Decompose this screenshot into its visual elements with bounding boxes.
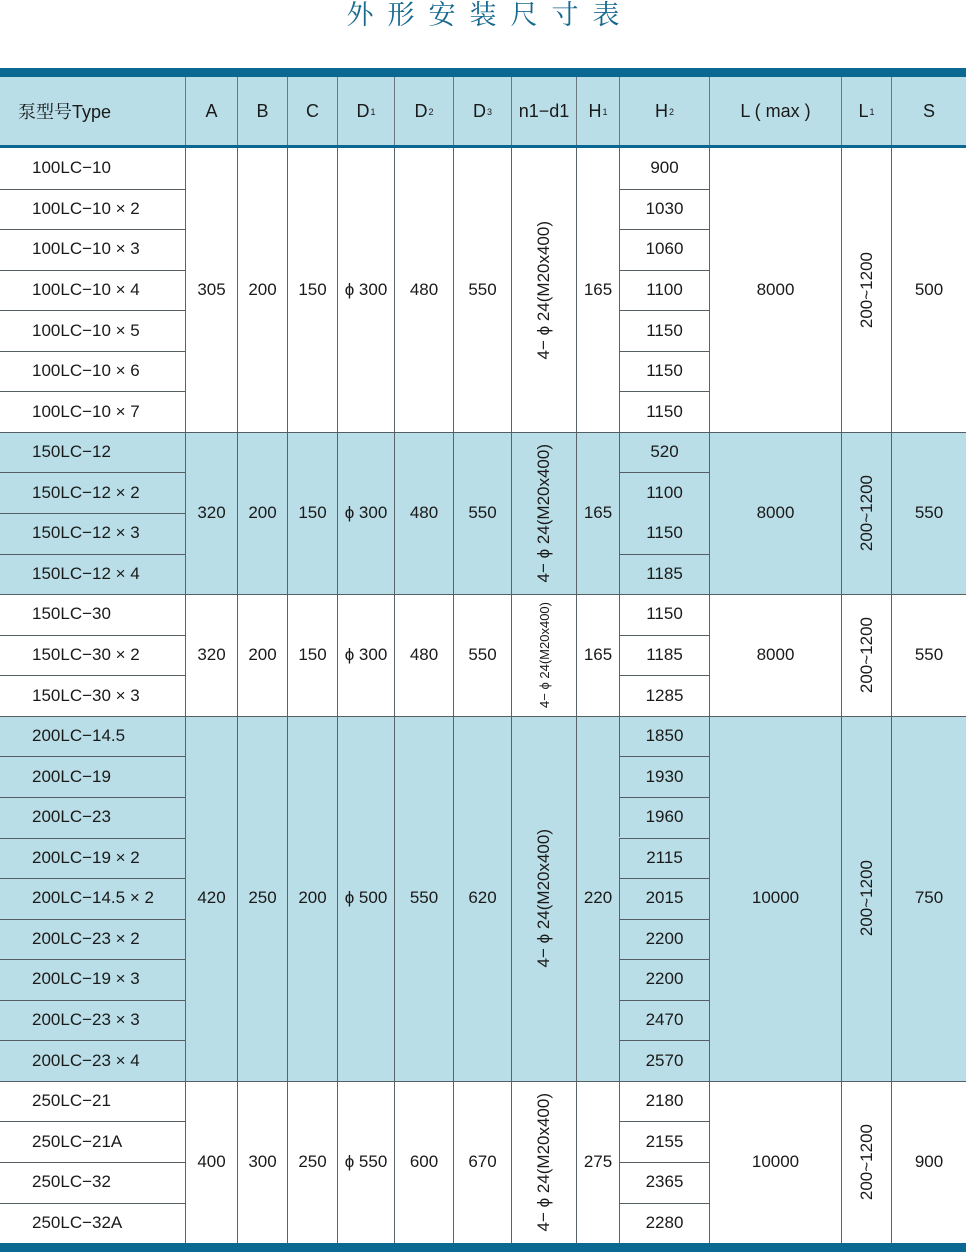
- header-l: [709, 77, 841, 145]
- cell-n1d1: [511, 1081, 576, 1243]
- row-divider: [619, 838, 709, 839]
- row-divider: [0, 675, 185, 676]
- cell-value: 620: [468, 888, 497, 908]
- cell-h1: [576, 594, 619, 716]
- row-group: [0, 432, 966, 594]
- header-h2: [619, 77, 709, 145]
- header-subscript: 2: [668, 107, 674, 117]
- header-h1: [576, 77, 619, 145]
- cell-d2: [394, 1081, 453, 1243]
- row-divider: [619, 554, 709, 555]
- row-divider: [0, 1203, 185, 1204]
- cell-value: 1150: [646, 320, 683, 340]
- pump-type-cell: 100LC−10 × 3: [32, 239, 140, 259]
- row-divider: [619, 391, 709, 392]
- row-divider: [0, 756, 185, 757]
- cell-value: 1960: [645, 807, 684, 827]
- pump-type-cell: 150LC−12 × 4: [32, 563, 140, 583]
- cell-value: 320: [197, 644, 226, 664]
- cell-h2: [619, 716, 709, 757]
- cell-value: 2365: [645, 1172, 684, 1192]
- row-divider: [0, 310, 185, 311]
- cell-n1d1: [511, 716, 576, 1081]
- cell-value: 2155: [645, 1131, 684, 1151]
- cell-value: 2570: [645, 1050, 684, 1070]
- pump-type-cell: 250LC−32: [32, 1172, 111, 1192]
- header-subscript: 1: [370, 107, 376, 117]
- cell-value: 1930: [645, 766, 684, 786]
- pump-type-cell: 200LC−14.5: [32, 726, 126, 746]
- cell-l: [709, 716, 841, 1081]
- cell-value: 10000: [751, 1151, 800, 1171]
- row-divider: [0, 878, 185, 879]
- header-a: [185, 77, 237, 145]
- cell-value: 1150: [646, 361, 683, 381]
- header-label: D: [414, 100, 428, 121]
- cell-value: 150: [298, 503, 327, 523]
- cell-d3: [453, 716, 511, 1081]
- cell-h2: [619, 351, 709, 392]
- cell-d2: [394, 432, 453, 594]
- pump-type-cell: 150LC−12: [32, 442, 111, 462]
- cell-l1: [841, 148, 891, 432]
- cell-value: 900: [914, 1151, 944, 1171]
- cell-s: [891, 432, 966, 594]
- cell-value: 1850: [645, 726, 684, 746]
- row-divider: [0, 513, 185, 514]
- header-d2: [394, 77, 453, 145]
- cell-l: [709, 432, 841, 594]
- cell-value: 10000: [751, 888, 800, 908]
- cell-value: 500: [914, 279, 944, 299]
- cell-n1d1: [511, 148, 576, 432]
- pump-type-cell: 150LC−12 × 2: [32, 482, 140, 502]
- cell-value: 1150: [646, 401, 683, 421]
- cell-c: [287, 148, 337, 432]
- pump-type-cell: 200LC−23 × 3: [32, 1010, 140, 1029]
- header-type: [0, 77, 185, 145]
- cell-b: [237, 716, 287, 1081]
- cell-b: [237, 432, 287, 594]
- row-divider: [0, 1121, 185, 1122]
- cell-value: 2180: [645, 1091, 684, 1111]
- header-label: H: [588, 100, 602, 121]
- pump-type-cell: 200LC−23 × 4: [32, 1050, 140, 1070]
- pump-type-cell: 250LC−32A: [32, 1212, 123, 1232]
- cell-l1: [841, 432, 891, 594]
- cell-value: 1100: [646, 482, 683, 502]
- header-label: L ( max ): [740, 100, 811, 121]
- cell-value: 165: [583, 503, 613, 523]
- header-label: L: [858, 100, 869, 121]
- cell-h2: [619, 472, 709, 553]
- pump-type-cell: 100LC−10: [32, 158, 111, 178]
- cell-h2: [619, 1000, 709, 1041]
- pump-type-cell: 200LC−19 × 3: [32, 969, 140, 989]
- row-divider: [619, 1121, 709, 1122]
- header-subscript: 1: [602, 107, 608, 117]
- cell-value: 1030: [645, 198, 684, 218]
- cell-l: [709, 594, 841, 716]
- pump-type-cell: 150LC−30 × 3: [32, 685, 140, 705]
- cell-value: 320: [197, 503, 226, 523]
- cell-c: [287, 432, 337, 594]
- cell-value: 200: [298, 888, 327, 908]
- cell-value: 550: [468, 279, 497, 299]
- cell-h2: [619, 432, 709, 473]
- cell-value: 8000: [756, 279, 795, 299]
- row-divider: [0, 635, 185, 636]
- row-divider: [619, 472, 709, 473]
- cell-s: [891, 594, 966, 716]
- cell-value: 550: [914, 503, 944, 523]
- cell-h2: [619, 756, 709, 797]
- row-divider: [619, 797, 709, 798]
- cell-value: 4− ϕ 24(M20x400): [534, 443, 553, 583]
- cell-h2: [619, 959, 709, 1000]
- row-divider: [0, 1000, 185, 1001]
- cell-value: 150: [298, 279, 327, 299]
- row-group: [0, 594, 966, 716]
- cell-value: 200: [248, 644, 277, 664]
- cell-value: 200~1200: [856, 251, 876, 329]
- row-divider: [619, 229, 709, 230]
- cell-h2: [619, 1203, 709, 1244]
- cell-value: 550: [409, 888, 439, 908]
- cell-d2: [394, 594, 453, 716]
- cell-h2: [619, 1040, 709, 1081]
- cell-b: [237, 594, 287, 716]
- cell-h1: [576, 716, 619, 1081]
- row-divider: [619, 919, 709, 920]
- cell-value: 4− ϕ 24(M20x400): [536, 602, 552, 708]
- header-label: S: [922, 100, 935, 121]
- cell-n1d1: [511, 432, 576, 594]
- cell-h2: [619, 919, 709, 960]
- cell-l1: [841, 1081, 891, 1243]
- cell-value: 1285: [645, 685, 684, 705]
- pump-type-cell: 100LC−10 × 6: [32, 361, 140, 381]
- cell-value: 4− ϕ 24(M20x400): [534, 220, 553, 360]
- cell-value: 1150: [646, 523, 683, 543]
- cell-h1: [576, 432, 619, 594]
- cell-a: [185, 1081, 237, 1243]
- header-l1: [841, 77, 891, 145]
- pump-type-cell: 100LC−10 × 4: [32, 279, 140, 299]
- cell-a: [185, 594, 237, 716]
- cell-d3: [453, 148, 511, 432]
- cell-h2: [619, 310, 709, 351]
- cell-value: 2200: [645, 928, 684, 948]
- pump-type-cell: 200LC−23 × 2: [32, 928, 140, 948]
- cell-h2: [619, 229, 709, 270]
- cell-h2: [619, 797, 709, 838]
- row-divider: [619, 635, 709, 636]
- cell-a: [185, 432, 237, 594]
- header-label: 泵型号Type: [18, 102, 112, 122]
- cell-value: ϕ 300: [344, 279, 388, 299]
- cell-value: 900: [650, 158, 679, 178]
- row-divider: [0, 229, 185, 230]
- pump-type-cell: 150LC−30 × 2: [32, 644, 140, 664]
- cell-value: 8000: [756, 503, 795, 523]
- cell-h2: [619, 554, 709, 595]
- cell-d1: [337, 148, 394, 432]
- cell-h2: [619, 838, 709, 879]
- cell-value: 2200: [645, 969, 684, 989]
- row-divider: [619, 310, 709, 311]
- cell-value: 1060: [645, 239, 684, 259]
- cell-a: [185, 716, 237, 1081]
- cell-value: ϕ 500: [344, 888, 388, 908]
- header-b: [237, 77, 287, 145]
- cell-value: 670: [468, 1151, 497, 1171]
- header-subscript: 2: [428, 107, 434, 117]
- cell-d1: [337, 594, 394, 716]
- header-label: C: [306, 100, 319, 121]
- cell-value: 550: [468, 503, 497, 523]
- pump-type-cell: 200LC−19: [32, 766, 111, 786]
- row-divider: [619, 1162, 709, 1163]
- header-d3: [453, 77, 511, 145]
- row-divider: [619, 959, 709, 960]
- cell-c: [287, 594, 337, 716]
- table-top-bar: [0, 68, 966, 77]
- cell-d1: [337, 432, 394, 594]
- group-divider: [0, 716, 966, 717]
- row-divider: [619, 1040, 709, 1041]
- row-divider: [0, 554, 185, 555]
- row-divider: [619, 189, 709, 190]
- cell-value: 250: [248, 888, 277, 908]
- row-divider: [0, 472, 185, 473]
- cell-n1d1: [511, 594, 576, 716]
- cell-value: 550: [914, 644, 944, 664]
- cell-l: [709, 1081, 841, 1243]
- cell-d2: [394, 148, 453, 432]
- cell-h2: [619, 675, 709, 716]
- cell-l1: [841, 594, 891, 716]
- cell-value: 4− ϕ 24(M20x400): [534, 1092, 553, 1232]
- cell-value: 750: [914, 888, 944, 908]
- cell-h2: [619, 635, 709, 676]
- cell-value: 200~1200: [856, 474, 876, 552]
- cell-value: 520: [650, 442, 679, 462]
- dimension-table: [0, 68, 966, 1253]
- row-divider: [0, 919, 185, 920]
- header-subscript: 1: [869, 107, 875, 117]
- pump-type-cell: 200LC−19 × 2: [32, 847, 140, 867]
- row-divider: [619, 756, 709, 757]
- cell-value: 165: [583, 279, 613, 299]
- cell-value: 2280: [645, 1212, 684, 1232]
- row-divider: [619, 878, 709, 879]
- row-divider: [0, 797, 185, 798]
- cell-l1: [841, 716, 891, 1081]
- cell-value: 275: [583, 1151, 613, 1171]
- table-bottom-bar: [0, 1243, 966, 1252]
- row-divider: [0, 1162, 185, 1163]
- cell-c: [287, 716, 337, 1081]
- cell-value: 165: [583, 644, 613, 664]
- row-divider: [619, 675, 709, 676]
- cell-h2: [619, 1162, 709, 1203]
- cell-value: ϕ 300: [344, 644, 388, 664]
- cell-value: 1185: [646, 563, 683, 583]
- cell-b: [237, 1081, 287, 1243]
- row-divider: [0, 351, 185, 352]
- cell-c: [287, 1081, 337, 1243]
- cell-d3: [453, 1081, 511, 1243]
- row-divider: [619, 351, 709, 352]
- header-subscript: 3: [486, 107, 492, 117]
- cell-value: 200: [248, 279, 277, 299]
- pump-type-cell: 150LC−12 × 3: [32, 523, 140, 543]
- cell-value: ϕ 550: [344, 1151, 388, 1171]
- header-d1: [337, 77, 394, 145]
- cell-s: [891, 148, 966, 432]
- cell-h2: [619, 270, 709, 311]
- cell-value: ϕ 300: [344, 503, 388, 523]
- cell-value: 250: [298, 1151, 327, 1171]
- cell-value: 550: [468, 644, 497, 664]
- row-divider: [0, 391, 185, 392]
- cell-d3: [453, 594, 511, 716]
- pump-type-cell: 250LC−21A: [32, 1131, 123, 1151]
- group-divider: [0, 432, 966, 433]
- cell-value: 420: [197, 888, 226, 908]
- pump-type-cell: 100LC−10 × 2: [32, 198, 140, 218]
- header-label: A: [205, 100, 218, 121]
- cell-value: 200~1200: [856, 860, 876, 937]
- cell-a: [185, 148, 237, 432]
- cell-value: 200: [248, 503, 277, 523]
- cell-h2: [619, 878, 709, 919]
- cell-value: 305: [197, 279, 226, 299]
- cell-value: 480: [409, 503, 439, 523]
- cell-value: 1100: [646, 279, 683, 299]
- cell-h2: [619, 189, 709, 230]
- row-divider: [619, 270, 709, 271]
- pump-type-cell: 250LC−21: [32, 1091, 111, 1111]
- row-group: [0, 148, 966, 432]
- cell-value: 200~1200: [856, 1123, 876, 1201]
- cell-value: 2470: [645, 1010, 684, 1029]
- header-label: B: [256, 100, 269, 121]
- pump-type-cell: 150LC−30: [32, 604, 111, 624]
- header-label: H: [654, 100, 668, 121]
- row-divider: [0, 270, 185, 271]
- cell-value: 4− ϕ 24(M20x400): [534, 829, 553, 968]
- header-c: [287, 77, 337, 145]
- cell-value: 1150: [646, 604, 683, 624]
- cell-d2: [394, 716, 453, 1081]
- cell-value: 600: [409, 1151, 439, 1171]
- pump-type-cell: 100LC−10 × 5: [32, 320, 140, 340]
- group-divider: [0, 594, 966, 595]
- row-divider: [0, 959, 185, 960]
- cell-h2: [619, 1121, 709, 1162]
- cell-d3: [453, 432, 511, 594]
- row-divider: [0, 189, 185, 190]
- cell-s: [891, 716, 966, 1081]
- cell-value: 2115: [646, 847, 683, 867]
- pump-type-cell: 100LC−10 × 7: [32, 401, 140, 421]
- cell-h2: [619, 1081, 709, 1122]
- cell-d1: [337, 716, 394, 1081]
- row-group: [0, 716, 966, 1081]
- cell-s: [891, 1081, 966, 1243]
- header-label: D: [356, 100, 370, 121]
- pump-type-cell: 200LC−14.5 × 2: [32, 888, 154, 908]
- row-divider: [619, 1000, 709, 1001]
- cell-h2: [619, 594, 709, 635]
- cell-value: 300: [248, 1151, 277, 1171]
- cell-h2: [619, 148, 709, 189]
- row-divider: [619, 1203, 709, 1204]
- cell-value: 1185: [646, 644, 683, 664]
- cell-value: 480: [409, 644, 439, 664]
- cell-h1: [576, 148, 619, 432]
- cell-d1: [337, 1081, 394, 1243]
- pump-type-cell: 200LC−23: [32, 807, 111, 827]
- cell-value: 400: [197, 1151, 226, 1171]
- group-divider: [0, 1081, 966, 1082]
- cell-value: 150: [298, 644, 327, 664]
- cell-value: 200~1200: [856, 616, 876, 694]
- cell-b: [237, 148, 287, 432]
- cell-h1: [576, 1081, 619, 1243]
- cell-h2: [619, 391, 709, 432]
- cell-value: 8000: [756, 644, 795, 664]
- header-s: [891, 77, 966, 145]
- row-divider: [0, 838, 185, 839]
- header-n1d1: [511, 77, 576, 145]
- cell-l: [709, 148, 841, 432]
- page-title: 外形安装尺寸表: [346, 0, 634, 31]
- row-group: [0, 1081, 966, 1243]
- cell-value: 480: [409, 279, 439, 299]
- header-label: n1−d1: [518, 100, 570, 121]
- header-label: D: [472, 100, 486, 121]
- row-divider: [0, 1040, 185, 1041]
- cell-value: 220: [583, 888, 613, 908]
- cell-value: 2015: [645, 888, 684, 908]
